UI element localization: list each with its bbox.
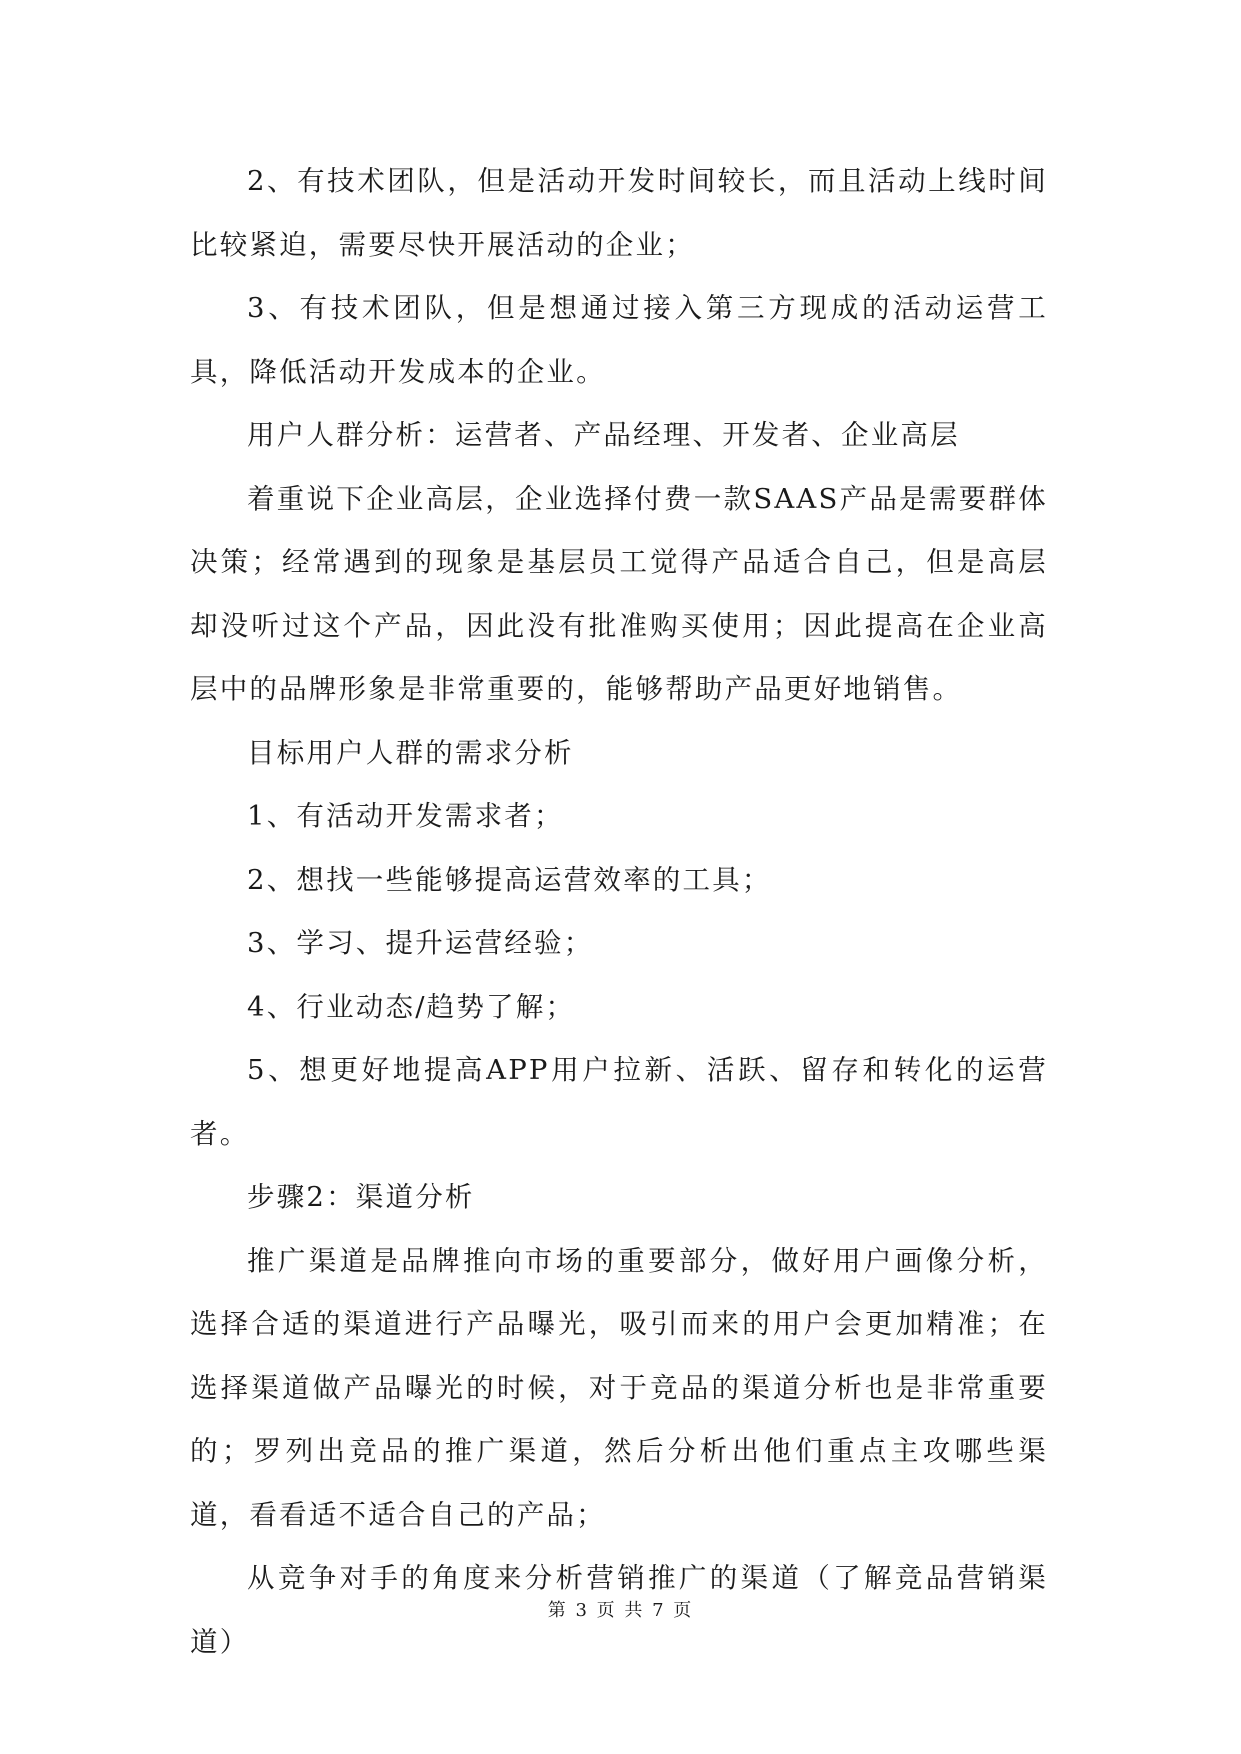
list-item-need-3: 3、学习、提升运营经验；: [247, 927, 594, 959]
paragraph-executives: 着重说下企业高层，企业选择付费一款SAAS产品是需要群体决策；经常遇到的现象是基层员工觉得产品适合自己，但是高层却没听过这个产品，因此没有批准购买使用；因此提高在企业高层中的品牌形象是非常重要的，能够帮助产品更好地销售。: [190, 482, 1048, 705]
section-heading-step-2: 步骤2：渠道分析: [247, 1181, 475, 1213]
paragraph-tech-team-time: 2、有技术团队，但是活动开发时间较长，而且活动上线时间比较紧迫，需要尽快开展活动的企业；: [190, 165, 1048, 261]
document-body: [190, 150, 1048, 1674]
paragraph-tech-team-cost: 3、有技术团队，但是想通过接入第三方现成的活动运营工具，降低活动开发成本的企业。: [190, 292, 1048, 388]
list-item-need-4: 4、行业动态/趋势了解；: [247, 990, 576, 1023]
list-item-need-1: 1、有活动开发需求者；: [247, 800, 564, 832]
list-item-need-2: 2、想找一些能够提高运营效率的工具；: [247, 863, 772, 896]
list-item-need-5: 5、想更好地提高APP用户拉新、活跃、留存和转化的运营者。: [190, 1054, 1048, 1150]
page-number-footer: 第 3 页 共 7 页: [547, 1600, 694, 1621]
paragraph-user-groups: 用户人群分析：运营者、产品经理、开发者、企业高层: [247, 419, 960, 451]
paragraph-channels: 推广渠道是品牌推向市场的重要部分，做好用户画像分析，选择合适的渠道进行产品曝光，吸引而来的用户会更加精准；在选择渠道做产品曝光的时候，对于竞品的渠道分析也是非常重要的；罗列出竞品的推广渠道，然后分析出他们重点主攻哪些渠道，看看适不适合自己的产品；: [190, 1244, 1048, 1531]
paragraph-needs-heading: 目标用户人群的需求分析: [247, 736, 574, 769]
paragraph-competitor-channels: 从竞争对手的角度来分析营销推广的渠道（了解竞品营销渠道）: [190, 1562, 1048, 1658]
